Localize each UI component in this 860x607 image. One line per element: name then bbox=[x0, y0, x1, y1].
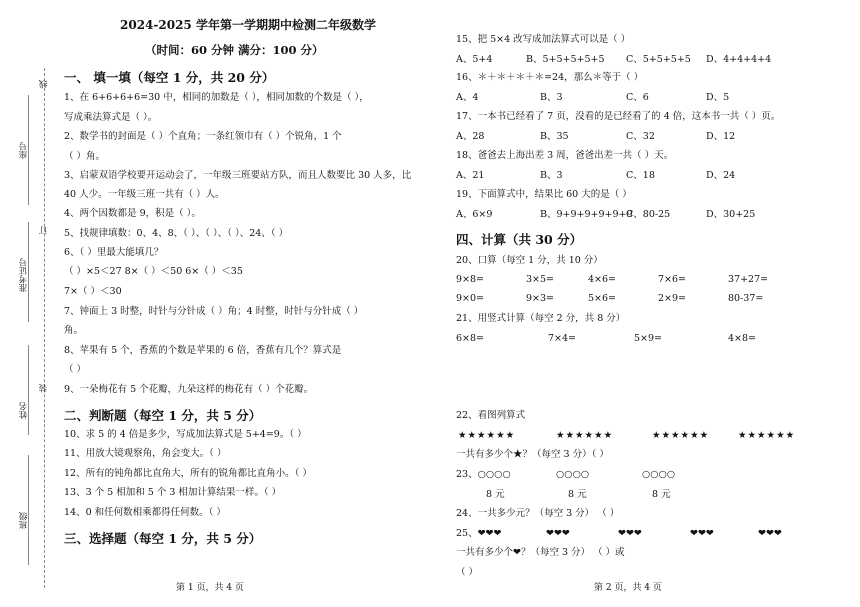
q22-question: 一共有多少个★？（每空 3 分）（ ） bbox=[456, 449, 609, 460]
oral-calc-item: 37+27= bbox=[728, 274, 769, 285]
margin-name: 姓名 bbox=[19, 402, 29, 419]
circle-group: ○○○○ bbox=[556, 469, 590, 480]
q2-line1: 2、数学书的封面是（ ）个直角；一条红领巾有（ ）个锐角，1 个 bbox=[64, 131, 342, 142]
section-4-heading: 四、计算（共 30 分） bbox=[456, 232, 583, 247]
star-group: ★★★★★★ bbox=[458, 430, 516, 441]
vertical-calc-item: 6×8= bbox=[456, 333, 485, 344]
q17-option-d: D、12 bbox=[706, 131, 736, 142]
q18-option-c: C、18 bbox=[626, 170, 655, 181]
q15-option-c: C、5+5+5+5 bbox=[626, 54, 691, 65]
q3-line2: 40 人少。一年级三班一共有（ ）人。 bbox=[64, 189, 225, 200]
q14: 14、0 和任何数相乘都得任何数。（ ） bbox=[64, 507, 226, 518]
q8-line1: 8、苹果有 5 个，香蕉的个数是苹果的 6 倍，香蕉有几个？算式是 bbox=[64, 345, 342, 356]
q3-line1: 3、启蒙双语学校要开运动会了，一年级三班要站方队，而且人数要比 30 人多，比 bbox=[64, 170, 412, 181]
oral-calc-item: 3×5= bbox=[526, 274, 555, 285]
q19-option-d: D、30+25 bbox=[706, 209, 756, 220]
oral-calc-item: 7×6= bbox=[658, 274, 687, 285]
q16-option-c: C、6 bbox=[626, 92, 649, 103]
star-group: ★★★★★★ bbox=[652, 430, 710, 441]
q13: 13、3 个 5 相加和 5 个 3 相加计算结果一样。（ ） bbox=[64, 487, 282, 498]
section-2-heading: 二、判断题（每空 1 分，共 5 分） bbox=[64, 408, 262, 423]
name-line bbox=[28, 345, 29, 435]
q7-line2: 角。 bbox=[64, 325, 84, 336]
oral-calc-item: 9×3= bbox=[526, 293, 555, 304]
q7-line1: 7、钟面上 3 时整，时针与分针成（ ）角；4 时整，时针与分针成（ ） bbox=[64, 306, 364, 317]
heart-group: ❤❤❤ bbox=[546, 528, 570, 539]
q12: 12、所有的钝角都比直角大，所有的锐角都比直角小。（ ） bbox=[64, 468, 312, 479]
margin-label-fasten: 装 bbox=[39, 384, 49, 393]
q15: 15、把 5×4 改写成加法算式可以是（ ） bbox=[456, 34, 631, 45]
margin-class: 班级 bbox=[19, 512, 29, 529]
q18-option-b: B、3 bbox=[540, 170, 563, 181]
q25-answer-blank: （ ） bbox=[456, 567, 479, 578]
oral-calc-item: 9×8= bbox=[456, 274, 485, 285]
vertical-calc-item: 7×4= bbox=[548, 333, 577, 344]
margin-exam-no: 准考证号 bbox=[19, 258, 29, 292]
class-line bbox=[28, 455, 29, 565]
q18: 18、爸爸去上海出差 3 周，爸爸出差一共（ ）天。 bbox=[456, 150, 674, 161]
student-id-line bbox=[28, 95, 29, 205]
page-footer-1: 第 1 页，共 4 页 bbox=[176, 583, 244, 593]
q21: 21、用竖式计算（每空 2 分，共 8 分） bbox=[456, 313, 626, 324]
q1-line1: 1、在 6+6+6+6=30 中，相同的加数是（ ），相同加数的个数是（ ）， bbox=[64, 92, 369, 103]
star-group: ★★★★★★ bbox=[738, 430, 796, 441]
exam-no-line bbox=[28, 222, 29, 322]
q15-option-b: B、5+5+5+5+5 bbox=[526, 54, 605, 65]
q16-option-a: A、4 bbox=[456, 92, 479, 103]
vertical-calc-item: 4×8= bbox=[728, 333, 757, 344]
margin-label-bind: 订 bbox=[39, 226, 49, 235]
q24: 24、一共多少元？（每空 3 分） （ ） bbox=[456, 508, 620, 519]
q19: 19、下面算式中，结果比 60 大的是（ ） bbox=[456, 189, 632, 200]
q16-option-b: B、3 bbox=[540, 92, 563, 103]
heart-group: ❤❤❤ bbox=[618, 528, 642, 539]
exam-subtitle: （时间：60 分钟 满分：100 分） bbox=[145, 43, 324, 57]
price-label: 8 元 bbox=[568, 489, 587, 500]
q16-option-d: D、5 bbox=[706, 92, 730, 103]
q16: 16、＊＋＊＋＊＋＊=24，那么＊等于（ ） bbox=[456, 72, 644, 83]
star-group: ★★★★★★ bbox=[556, 430, 614, 441]
q19-option-c: C、80-25 bbox=[626, 209, 671, 220]
price-label: 8 元 bbox=[652, 489, 671, 500]
oral-calc-item: 9×0= bbox=[456, 293, 485, 304]
q9: 9、一朵梅花有 5 个花瓣，九朵这样的梅花有（ ）个花瓣。 bbox=[64, 384, 314, 395]
binding-dashed-line bbox=[44, 68, 45, 588]
q1-line2: 写成乘法算式是（ ）。 bbox=[64, 112, 158, 123]
q15-option-d: D、4+4+4+4 bbox=[706, 54, 772, 65]
margin-label-line: 线 bbox=[39, 80, 49, 89]
q20: 20、口算（每空 1 分，共 10 分） bbox=[456, 255, 603, 266]
q6: 6、（ ）里最大能填几？ bbox=[64, 247, 164, 258]
q11: 11、用放大镜观察角，角会变大。（ ） bbox=[64, 448, 227, 459]
section-1-heading: 一、 填一填（每空 1 分，共 20 分） bbox=[64, 70, 275, 85]
q17-option-a: A、28 bbox=[456, 131, 485, 142]
oral-calc-item: 4×6= bbox=[588, 274, 617, 285]
q17: 17、一本书已经看了 7 页，没看的是已经看了的 4 倍，这本书一共（ ）页。 bbox=[456, 111, 781, 122]
q4: 4、两个因数都是 9，积是（ ）。 bbox=[64, 208, 201, 219]
oral-calc-item: 5×6= bbox=[588, 293, 617, 304]
price-label: 8 元 bbox=[486, 489, 505, 500]
q18-option-d: D、24 bbox=[706, 170, 736, 181]
q8-line2: （ ） bbox=[64, 364, 87, 375]
q15-option-a: A、5+4 bbox=[456, 54, 493, 65]
q19-option-b: B、9+9+9+9+9+9 bbox=[540, 209, 633, 220]
q17-option-c: C、32 bbox=[626, 131, 655, 142]
section-3-heading: 三、选择题（每空 1 分，共 5 分） bbox=[64, 531, 262, 546]
q23: 23、○○○○ bbox=[456, 469, 511, 480]
exam-title: 2024-2025 学年第一学期期中检测二年级数学 bbox=[120, 18, 376, 32]
q6-row1: （ ）×5＜27 8×（ ）＜50 6×（ ）＜35 bbox=[64, 266, 243, 277]
oral-calc-item: 80-37= bbox=[728, 293, 764, 304]
heart-group: ❤❤❤ bbox=[758, 528, 782, 539]
q2-line2: （ ）角。 bbox=[64, 151, 106, 162]
heart-group: ❤❤❤ bbox=[690, 528, 714, 539]
q17-option-b: B、35 bbox=[540, 131, 569, 142]
q18-option-a: A、21 bbox=[456, 170, 485, 181]
q5: 5、找规律填数：0、4、8、（ ）、（ ）、（ ）、24、（ ） bbox=[64, 228, 289, 239]
q25: 25、❤❤❤ bbox=[456, 528, 502, 539]
margin-student-id: 座号 bbox=[19, 142, 29, 159]
q6-row2: 7×（ ）＜30 bbox=[64, 286, 122, 297]
q10: 10、求 5 的 4 倍是多少，写成加法算式是 5+4=9。（ ） bbox=[64, 429, 307, 440]
q19-option-a: A、6×9 bbox=[456, 209, 493, 220]
page-footer-2: 第 2 页，共 4 页 bbox=[594, 583, 662, 593]
q22: 22、看图列算式 bbox=[456, 410, 526, 421]
vertical-calc-item: 5×9= bbox=[634, 333, 663, 344]
q25-question: 一共有多少个❤？（每空 3 分） （ ）或 bbox=[456, 547, 625, 558]
circle-group: ○○○○ bbox=[642, 469, 676, 480]
oral-calc-item: 2×9= bbox=[658, 293, 687, 304]
